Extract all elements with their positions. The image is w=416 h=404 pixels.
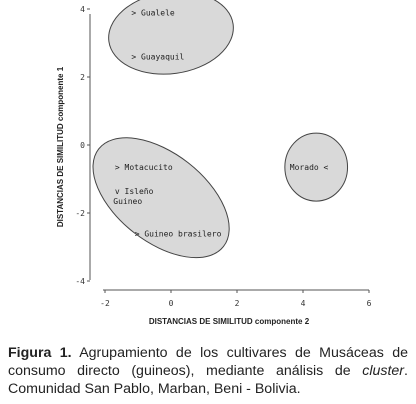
y-tick-label: 2 — [80, 73, 85, 82]
figure-caption — [8, 344, 408, 398]
y-tick-label: 4 — [80, 5, 85, 14]
caption-text: Agrupamiento de los cultivares de Musáceas de consumo directo (guineos), mediante análisis de — [8, 345, 408, 379]
caption-text-end: . Comunidad San Pablo, Marban, Beni - Bolivia. — [8, 363, 408, 397]
y-tick-label: 0 — [80, 141, 85, 150]
x-axis-label: DISTANCIAS DE SIMILITUD componente 2 — [148, 317, 310, 326]
cluster-ellipse-2 — [71, 114, 250, 281]
x-axis-ticks — [100, 290, 371, 308]
point-label: Guineo — [113, 197, 143, 207]
point-label: > Guineo brasilero — [134, 229, 222, 239]
caption-italic-term: cluster — [362, 363, 405, 379]
point-label: Morado < — [289, 163, 329, 173]
point-label: > Gualele — [131, 8, 175, 18]
y-tick-label: -4 — [75, 277, 85, 286]
point-label: > Motacucito — [114, 163, 173, 173]
x-tick-label: 2 — [234, 299, 240, 308]
cluster-group — [71, 0, 347, 281]
y-axis-ticks — [75, 5, 90, 286]
x-tick-label: 0 — [168, 299, 174, 308]
y-axis-label: DISTANCIAS DE SIMILITUD componente 1 — [56, 66, 65, 228]
x-tick-label: -2 — [100, 299, 110, 308]
x-tick-label: 4 — [300, 299, 306, 308]
point-label: v Isleño — [114, 186, 154, 196]
point-label: > Guayaquil — [131, 52, 185, 62]
caption-label: Figura 1. — [8, 345, 72, 361]
y-tick-label: -2 — [75, 209, 85, 218]
x-tick-label: 6 — [366, 299, 372, 308]
